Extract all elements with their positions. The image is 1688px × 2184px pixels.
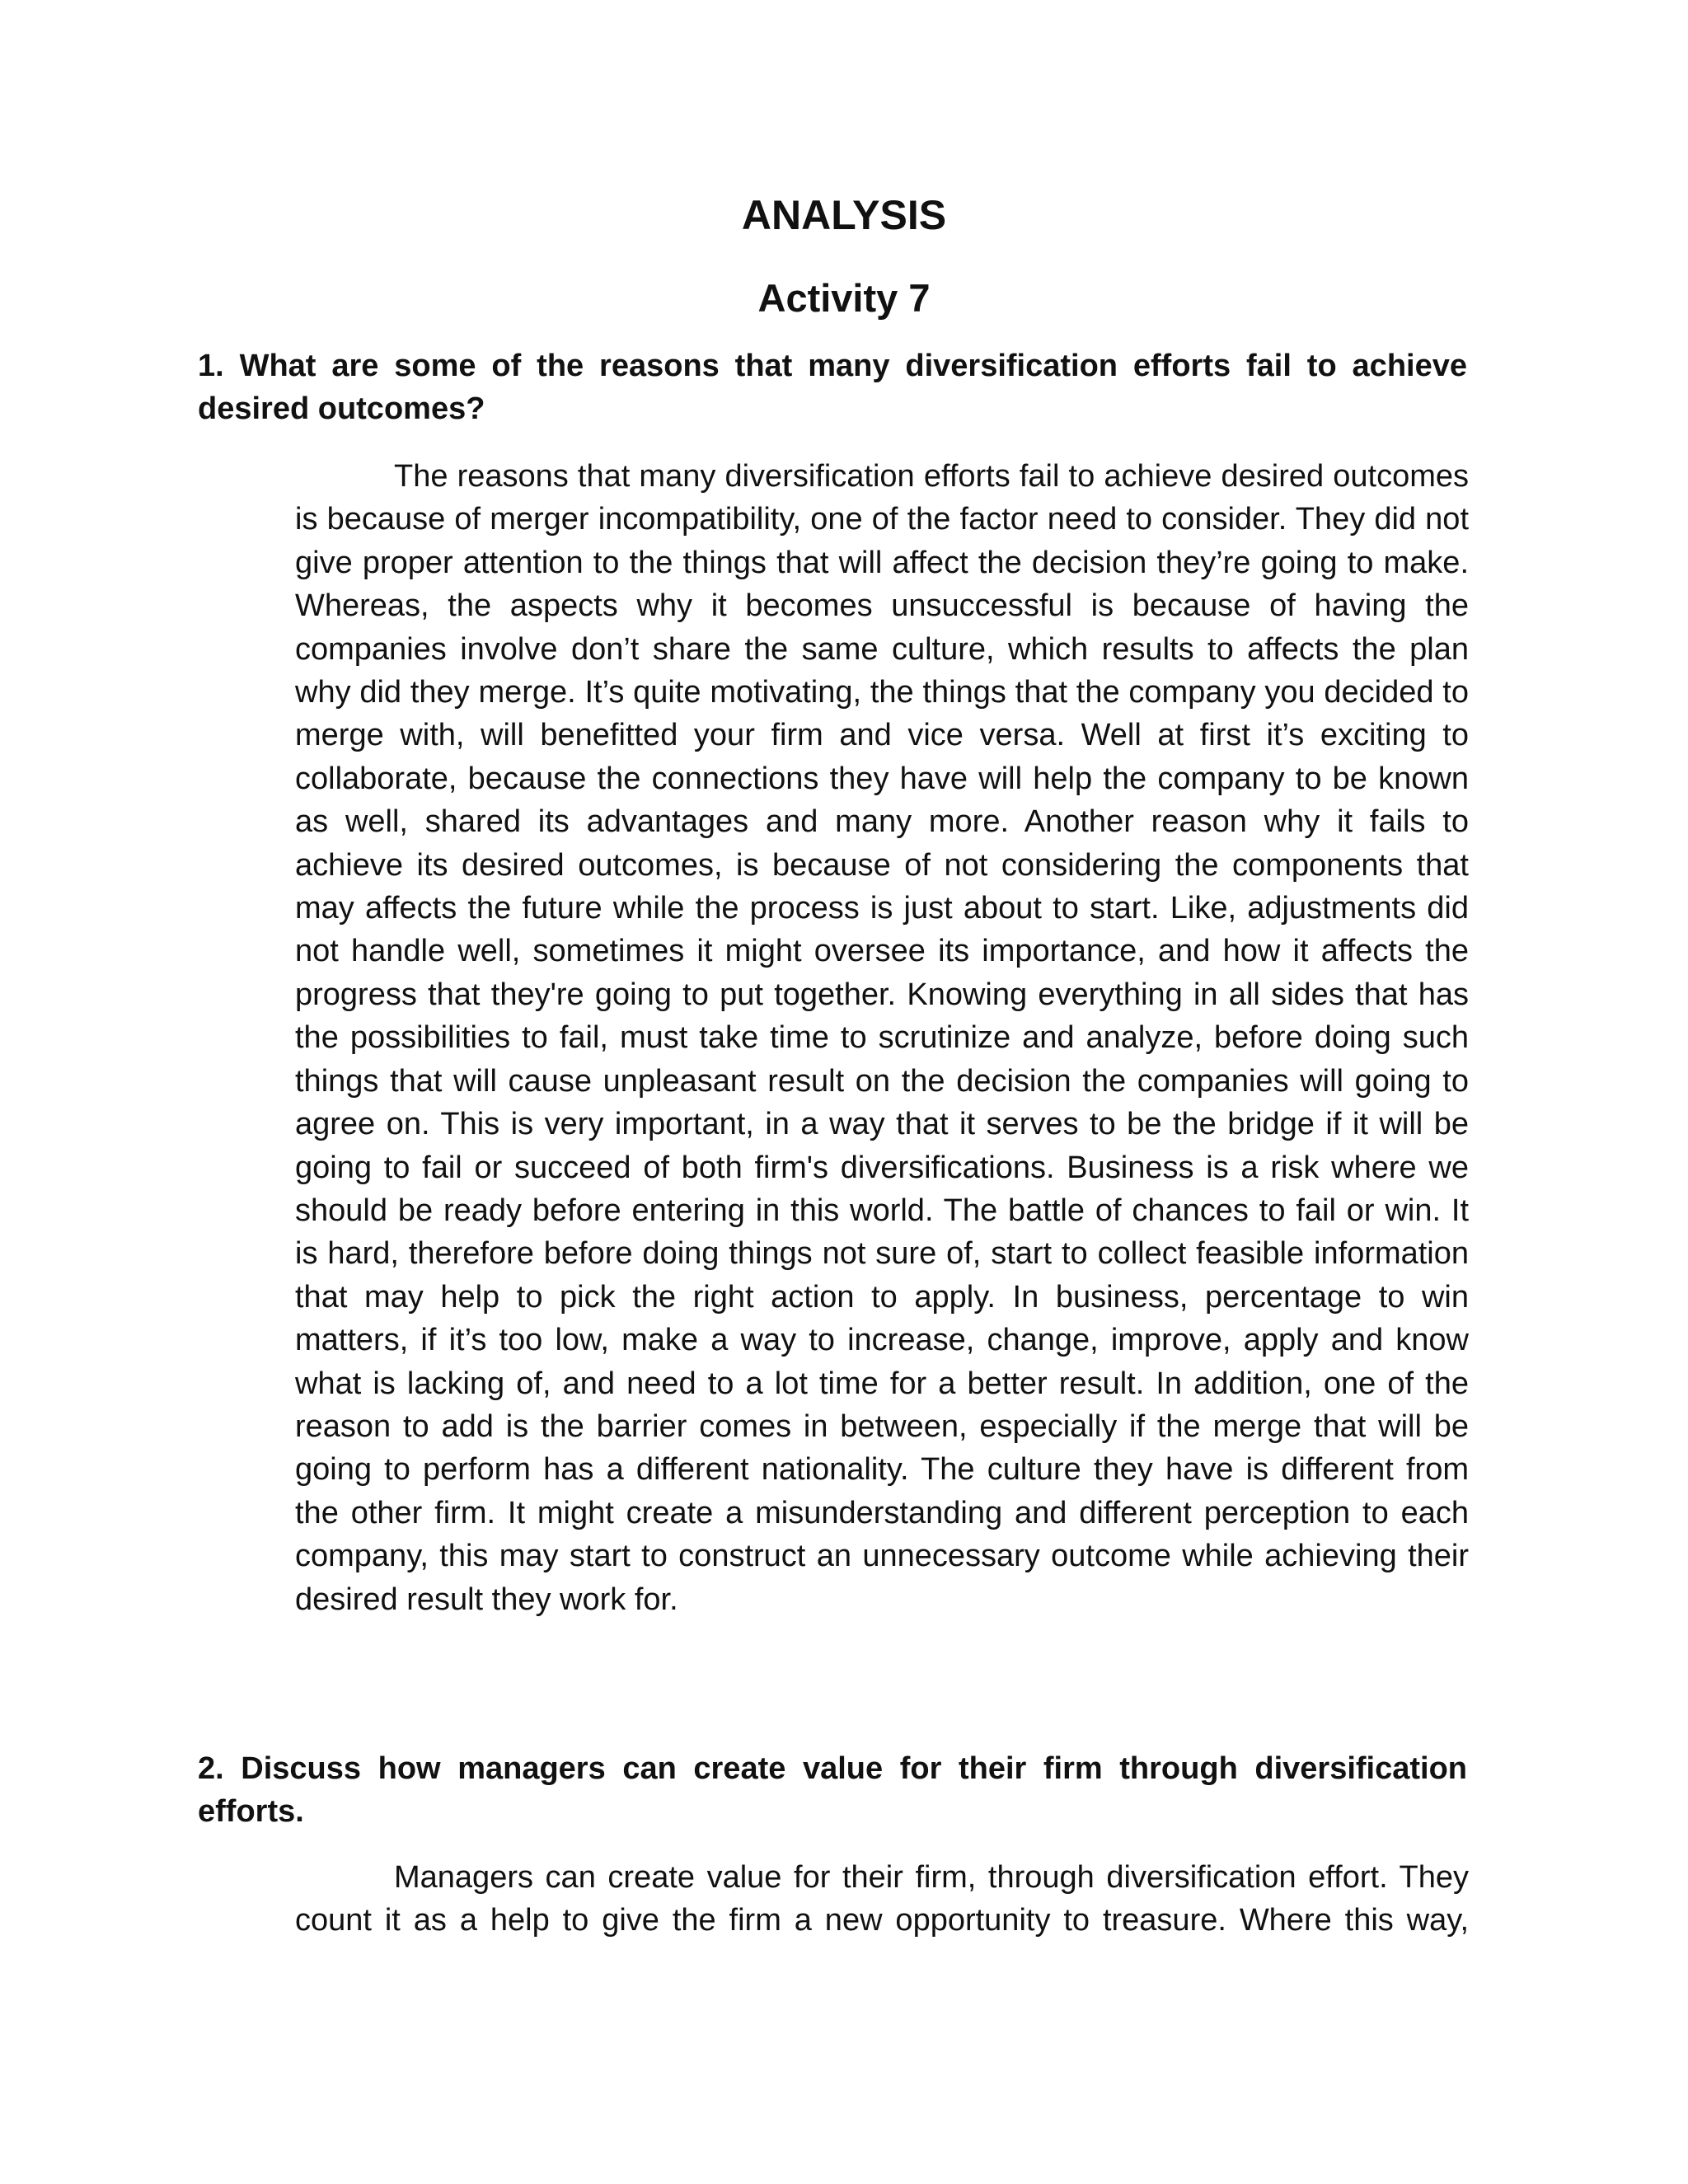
answer-2: Managers can create value for their firm, through diversification effort. They count it as a help to give the firm a new opportunity to treasure. Where this way, bbox=[295, 1860, 1469, 1938]
question-1: 1. What are some of the reasons that many diversification efforts fail to achieve desired outcomes? bbox=[198, 349, 1467, 426]
question-2: 2. Discuss how managers can create value for their firm through diversification efforts. bbox=[198, 1751, 1467, 1829]
document-title: ANALYSIS bbox=[741, 192, 947, 238]
activity-subtitle: Activity 7 bbox=[757, 276, 931, 320]
answer-1: The reasons that many diversification efforts fail to achieve desired outcomes is because of merger incompatibility, one of the factor need to consider. They did not give proper attention to the things that will affect the decision they’re going to make. Whereas, the aspects why it becomes unsuccessful is because of having the companies involve don’t share the same culture, which results to affects the plan why did they merge. It’s quite motivating, the things that the company you decided to merge with, will benefitted your firm and vice versa. Well at first it’s exciting to collaborate, because the connections they have will help the company to be known as well, shared its advantages and many more. Another reason why it fails to achieve its desired outcomes, is because of not considering the components that may affects the future while the process is just about to start. Like, adjustments did not handle well, sometimes it might oversee its importance, and how it affects the progress that they're going to put together. Knowing everything in all sides that has the possibilities to fail, must take time to scrutinize and analyze, before doing such things that will cause unpleasant result on the decision the companies will going to agree on. This is very important, in a way that it serves to be the bridge if it will be going to fail or succeed of both firm's diversifications. Business is a risk where we should be ready before entering in this world. The battle of chances to fail or win. It is hard, therefore before doing things not sure of, start to collect feasible information that may help to pick the right action to apply. In business, percentage to win matters, if it’s too low, make a way to increase, change, improve, apply and know what is lacking of, and need to a lot time for a better result. In addition, one of the reason to add is the barrier comes in between, especially if the merge that will be going to perform has a different nationality. The culture they have is different from the other firm. It might create a misunderstanding and different perception to each company, this may start to construct an unnecessary outcome while achieving their desired result they work for. bbox=[295, 459, 1469, 1617]
